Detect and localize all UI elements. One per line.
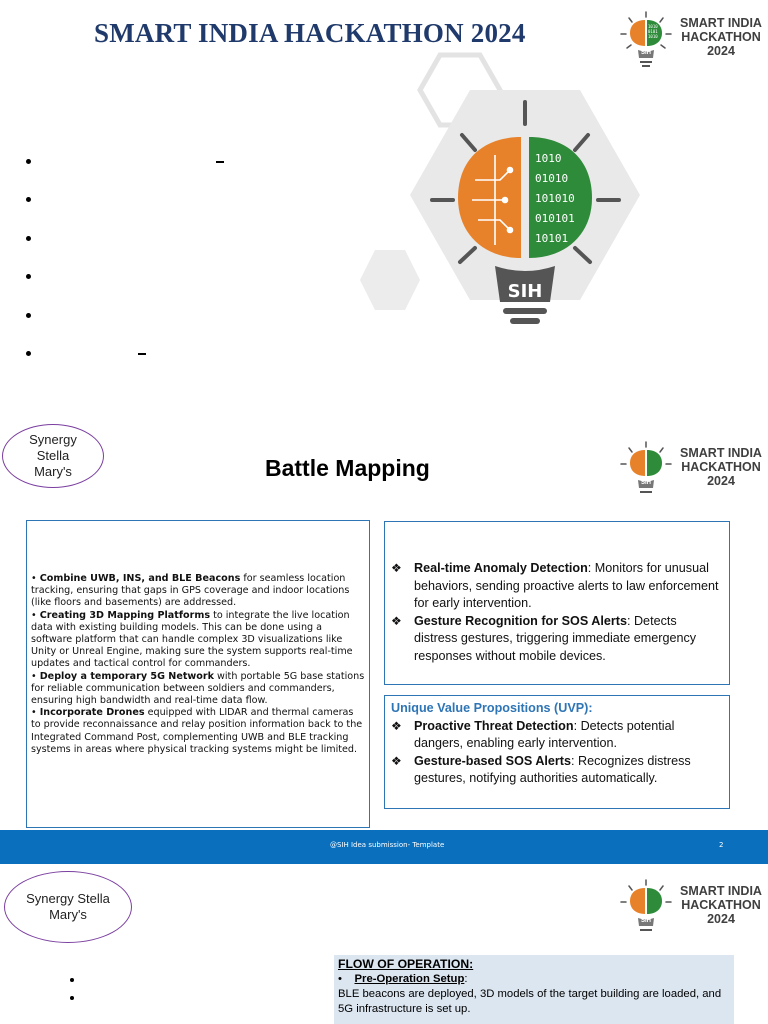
svg-text:0101: 0101 bbox=[648, 29, 658, 34]
list-item: • Combine UWB, INS, and BLE Beacons for seamless location tracking, ensuring that gaps in GPS coverage and indoor locations (like floors and basements) are addressed. bbox=[31, 573, 350, 609]
item-title: Gesture Recognition for SOS Alerts bbox=[414, 613, 627, 628]
implementation-box bbox=[26, 520, 370, 828]
slide-1 bbox=[0, 0, 768, 410]
item-text: : Monitors for unusual behaviors, sending proactive alerts to law enforcement for early intervention. bbox=[414, 561, 719, 610]
uvp-box bbox=[384, 695, 730, 809]
bullet-dot-icon bbox=[26, 351, 31, 356]
logo-line-3: 2024 bbox=[707, 912, 735, 926]
diamond-bullet-icon: ❖ bbox=[391, 718, 402, 733]
item-text: equipped with LIDAR and thermal cameras to provide reconnaissance and relay position information back to the Integrated Command Post, complementing UWB and BLE tracking systems in areas where physical tracking systems might be limited. bbox=[31, 707, 363, 755]
svg-text:1010: 1010 bbox=[535, 152, 562, 165]
item-title: Deploy a temporary 5G Network bbox=[39, 670, 214, 682]
hero-badge: SIH bbox=[507, 281, 543, 302]
footer-text: @SIH Idea submission- Template bbox=[330, 841, 445, 849]
svg-text:1010: 1010 bbox=[648, 24, 658, 29]
sih-logo bbox=[618, 878, 766, 938]
bullet-dot-icon bbox=[26, 274, 31, 279]
logo-text bbox=[676, 16, 766, 58]
logo-line-1: SMART INDIA bbox=[680, 884, 762, 898]
sih-logo bbox=[618, 440, 766, 500]
list-item bbox=[391, 718, 723, 753]
uvp-content bbox=[391, 700, 723, 788]
logo-line-3: 2024 bbox=[707, 474, 735, 488]
logo-text bbox=[676, 446, 766, 488]
diamond-bullet-icon: ❖ bbox=[391, 613, 402, 628]
flow-heading: FLOW OF OPERATION: bbox=[338, 957, 474, 971]
bulb-brain-icon bbox=[618, 878, 674, 938]
svg-text:101010: 101010 bbox=[535, 192, 575, 205]
item-text: for seamless location tracking, ensuring that gaps in GPS coverage and indoor locations (like floors and basements) are addressed. bbox=[31, 573, 350, 609]
bullet-dot-icon bbox=[26, 313, 31, 318]
features-list bbox=[391, 560, 723, 665]
flow-step-text: BLE beacons are deployed, 3D models of the target building are loaded, and 5G infrastructure is set up. bbox=[338, 988, 722, 1015]
svg-text:10101: 10101 bbox=[535, 232, 569, 245]
item-title: Incorporate Drones bbox=[39, 707, 145, 719]
features-box bbox=[384, 521, 730, 685]
page-title: Battle Mapping bbox=[265, 455, 430, 481]
diamond-bullet-icon: ❖ bbox=[391, 753, 402, 768]
bullet-dot-icon bbox=[26, 236, 31, 241]
logo-line-1: SMART INDIA bbox=[680, 16, 762, 30]
logo-line-2: HACKATHON bbox=[681, 460, 761, 474]
dash-mark bbox=[216, 161, 224, 163]
list-item: • Deploy a temporary 5G Network with portable 5G base stations for reliable communication between soldiers and commanders, ensuring high bandwidth and real-time data flow. bbox=[31, 670, 365, 707]
list-item bbox=[391, 613, 723, 666]
bullet-dot-icon bbox=[70, 978, 74, 982]
list-item bbox=[391, 753, 723, 788]
slide-2 bbox=[0, 418, 768, 830]
dash-mark bbox=[138, 353, 146, 355]
logo-badge: SIH bbox=[640, 50, 651, 56]
flow-step-title-row: • Pre-Operation Setup: bbox=[338, 973, 468, 985]
item-text: : Recognizes distress gestures, notifying authorities automatically. bbox=[414, 753, 691, 785]
svg-text:1010: 1010 bbox=[648, 34, 658, 39]
hero-brain-bulb-graphic bbox=[350, 40, 650, 400]
small-bullets bbox=[70, 978, 74, 1000]
team-name-badge: Synergy Stella Mary's bbox=[2, 424, 104, 488]
diamond-bullet-icon: ❖ bbox=[391, 561, 402, 575]
list-item: • Creating 3D Mapping Platforms to integrate the live location data with existing building models. This can be done using a software platform that can handle complex 3D visualizations like Unity or Unreal Engine, making sure the system supports real-time updates and tactical control for commanders. bbox=[31, 609, 353, 670]
item-title: Real-time Anomaly Detection bbox=[414, 561, 588, 575]
team-name-badge: Synergy Stella Mary's bbox=[4, 871, 132, 943]
implementation-list bbox=[31, 573, 365, 756]
logo-line-2: HACKATHON bbox=[681, 30, 761, 44]
flow-of-operation-box bbox=[334, 955, 734, 1024]
list-item bbox=[391, 560, 723, 613]
item-title: Gesture-based SOS Alerts bbox=[414, 753, 572, 768]
hackathon-title: SMART INDIA HACKATHON 2024 bbox=[94, 18, 526, 48]
flow-step-title: Pre-Operation Setup bbox=[354, 973, 465, 985]
logo-badge: SIH bbox=[640, 918, 651, 924]
logo-text bbox=[676, 884, 766, 926]
bullet-dot-icon bbox=[26, 159, 31, 164]
svg-text:01010: 01010 bbox=[535, 172, 569, 185]
logo-line-2: HACKATHON bbox=[681, 898, 761, 912]
item-text: to integrate the live location data with existing building models. This can be done using a software platform that can handle complex 3D visualizations like Unity or Unreal Engine, making sure the system supports real-time updates and tactical control for commanders. bbox=[31, 609, 353, 670]
bulb-brain-icon bbox=[618, 440, 674, 500]
item-title: Combine UWB, INS, and BLE Beacons bbox=[39, 573, 241, 584]
bullet-dot-icon bbox=[26, 197, 31, 202]
logo-line-3: 2024 bbox=[707, 44, 735, 58]
uvp-heading: Unique Value Propositions (UVP): bbox=[391, 701, 593, 715]
item-text: with portable 5G base stations for reliable communication between soldiers and commanders, ensuring high bandwidth and real-time data flow. bbox=[31, 670, 365, 707]
item-title: Creating 3D Mapping Platforms bbox=[39, 609, 211, 621]
logo-line-1: SMART INDIA bbox=[680, 446, 762, 460]
bullet-dot-icon bbox=[70, 996, 74, 1000]
item-text: : Detects distress gestures, triggering immediate emergency responses without mobile devices. bbox=[414, 613, 697, 663]
flow-step-colon: : bbox=[464, 973, 468, 985]
slide-footer bbox=[0, 830, 768, 864]
page-number: 2 bbox=[719, 841, 724, 849]
item-title: Proactive Threat Detection bbox=[414, 718, 574, 733]
svg-text:010101: 010101 bbox=[535, 212, 575, 225]
list-item: • Incorporate Drones equipped with LIDAR and thermal cameras to provide reconnaissance and relay position information back to the Integrated Command Post, complementing UWB and BLE tracking systems in areas where physical tracking systems might be limited. bbox=[31, 707, 363, 755]
logo-badge: SIH bbox=[640, 480, 651, 486]
item-text: : Detects potential dangers, enabling early intervention. bbox=[414, 718, 675, 750]
slide-3 bbox=[0, 864, 768, 1024]
